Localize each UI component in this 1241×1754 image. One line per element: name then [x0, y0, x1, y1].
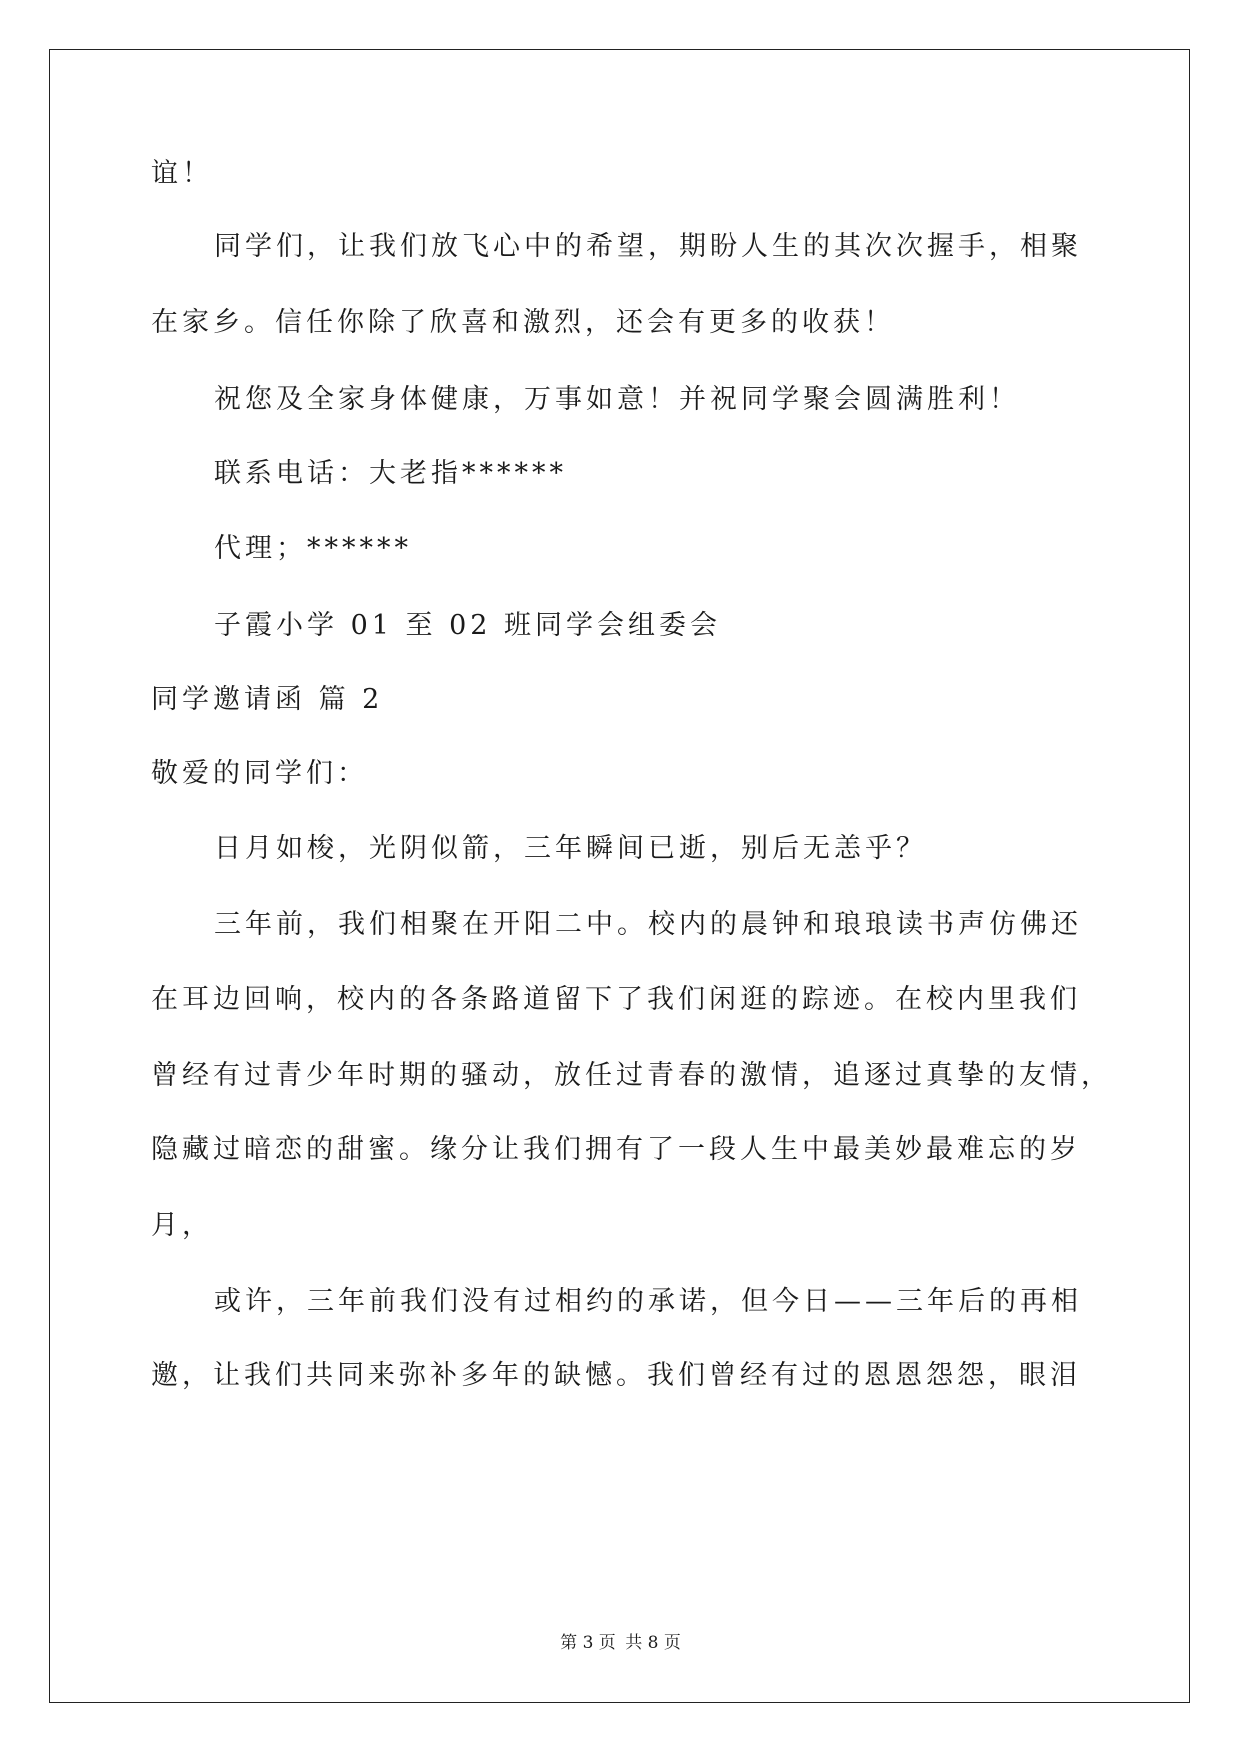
- text-line-5: 联系电话：大老指******: [214, 458, 567, 489]
- page-total: 共 8 页: [625, 1633, 681, 1653]
- text-line-16: 或许，三年前我们没有过相约的承诺，但今日——三年后的再相: [214, 1286, 1082, 1317]
- page-footer: [0, 1628, 1241, 1653]
- text-line-11: 三年前，我们相聚在开阳二中。校内的晨钟和琅琅读书声仿佛还: [214, 909, 1082, 940]
- text-line-14: 隐藏过暗恋的甜蜜。缘分让我们拥有了一段人生中最美妙最难忘的岁: [151, 1134, 1081, 1165]
- text-line-10: 日月如梭，光阴似箭，三年瞬间已逝，别后无恙乎？: [214, 833, 927, 864]
- text-line-4: 祝您及全家身体健康，万事如意！并祝同学聚会圆满胜利！: [214, 384, 1020, 415]
- text-line-13: 曾经有过青少年时期的骚动，放任过青春的激情，追逐过真挚的友情，: [151, 1060, 1112, 1091]
- text-line-2: 同学们，让我们放飞心中的希望，期盼人生的其次次握手，相聚: [214, 231, 1082, 262]
- page-number: 第 3 页: [560, 1633, 616, 1653]
- salutation: 敬爱的同学们：: [151, 758, 368, 789]
- text-line-6: 代理；******: [214, 533, 412, 564]
- text-line-7: 子霞小学 01 至 02 班同学会组委会: [214, 610, 722, 641]
- text-line-15: 月，: [151, 1210, 213, 1241]
- text-line-1: 谊！: [151, 158, 213, 189]
- text-line-17: 邀，让我们共同来弥补多年的缺憾。我们曾经有过的恩恩怨怨，眼泪: [151, 1360, 1081, 1391]
- page-border: [49, 49, 1190, 1703]
- text-line-3: 在家乡。信任你除了欣喜和激烈，还会有更多的收获！: [151, 307, 895, 338]
- section-heading: 同学邀请函 篇 2: [151, 684, 384, 715]
- text-line-12: 在耳边回响，校内的各条路道留下了我们闲逛的踪迹。在校内里我们: [151, 984, 1081, 1015]
